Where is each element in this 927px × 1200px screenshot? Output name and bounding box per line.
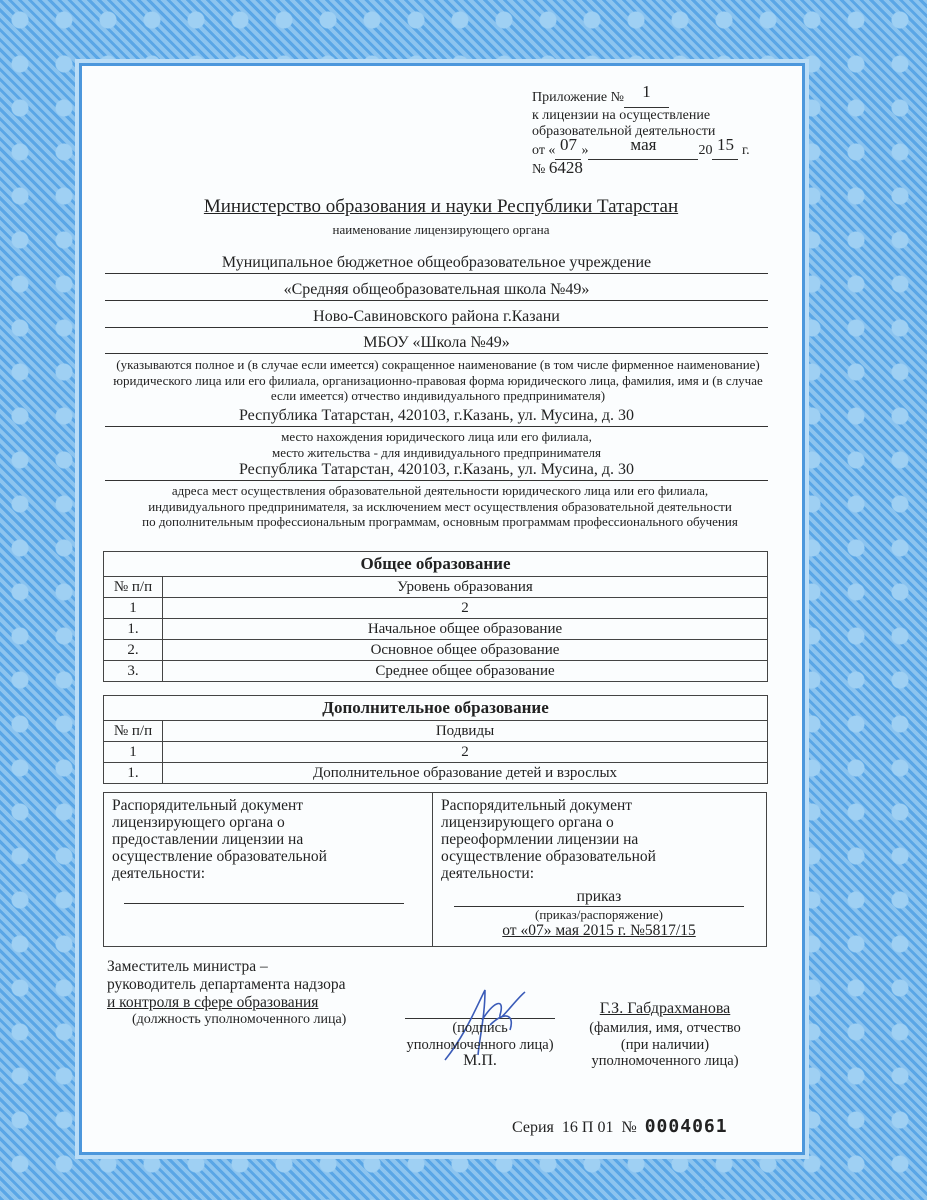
appendix-header: Приложение № 1 к лицензии на осуществление образовательной деятельности от « 07 » мая 20 15 г. № 6428 xyxy=(532,88,772,179)
cell: 1. xyxy=(104,619,163,640)
serial-no-label: № xyxy=(621,1119,637,1136)
cell: Начальное общее образование xyxy=(163,619,768,640)
general-education-table xyxy=(103,551,768,682)
cell: Среднее общее образование xyxy=(163,661,768,682)
date-month: мая xyxy=(630,134,657,154)
cell: 1 xyxy=(104,598,163,619)
grant-document-text: Распорядительный документ лицензирующего органа о предоставлении лицензии на осуществление образовательной деятельности: xyxy=(112,797,327,882)
document-reference: от «07» мая 2015 г. №5817/15 xyxy=(502,922,696,939)
signatory-name: Г.З. Габдрахманова xyxy=(599,1000,731,1017)
name-caption-line: (при наличии) xyxy=(620,1036,710,1053)
location-address: Республика Татарстан, 420103, г.Казань, ул. Мусина, д. 30 xyxy=(105,406,768,427)
table-row xyxy=(104,598,768,619)
position-line: руководитель департамента надзора xyxy=(107,976,346,993)
column-header: № п/п xyxy=(104,721,163,742)
column-header: № п/п xyxy=(104,577,163,598)
date-year: 15 xyxy=(716,134,734,154)
authority-name xyxy=(105,196,777,218)
name-caption xyxy=(575,1020,755,1070)
table-row xyxy=(104,619,768,640)
position-line: и контроля в сфере образования xyxy=(107,994,319,1011)
cell: Дополнительное образование детей и взрослых xyxy=(163,763,768,784)
table-header-row xyxy=(104,721,768,742)
table-header-row xyxy=(104,577,768,598)
org-name-line2: «Средняя общеобразовательная школа №49» xyxy=(105,280,768,301)
date-day: 07 xyxy=(559,134,577,154)
table-row xyxy=(104,742,768,763)
signature-caption-line: уполномоченного лица) xyxy=(406,1036,554,1053)
document-type: приказ xyxy=(454,888,744,907)
cell: 2. xyxy=(104,640,163,661)
activity-address: Республика Татарстан, 420103, г.Казань, ул. Мусина, д. 30 xyxy=(105,460,768,481)
form-serial xyxy=(512,1116,728,1137)
cell: 2 xyxy=(163,598,768,619)
org-name-line1: Муниципальное бюджетное общеобразовательное учреждение xyxy=(105,253,768,274)
seal-label: М.П. xyxy=(463,1052,497,1069)
location-caption1: место нахождения юридического лица или его филиала, xyxy=(281,429,592,444)
position-caption: (должность уполномоченного лица) xyxy=(132,1012,347,1027)
org-name-line3: Ново-Савиновского района г.Казани xyxy=(105,307,768,328)
activity-caption: адреса мест осуществления образовательной деятельности юридического лица или его филиала, индивидуального предпринимателя, за исключением мест осуществления образовательной деятельности по дополнительным профессиональным программам, основным программам профессионального обучения xyxy=(142,483,738,529)
additional-education-table xyxy=(103,695,768,784)
table-title: Общее образование xyxy=(104,552,768,577)
org-caption: (указываются полное и (в случае если имеется) сокращенное наименование (в том числе фирменное наименование) юридического лица или его филиала, организационно-правовая форма юридического лица, фамилия, имя и (в случае если имеется) отчество индивидуального предпринимателя) xyxy=(113,357,763,403)
appendix-label: Приложение № xyxy=(532,90,624,105)
org-short-name: МБОУ «Школа №49» xyxy=(105,333,768,354)
reissue-document-text: Распорядительный документ лицензирующего органа о переоформлении лицензии на осуществление образовательной деятельности: xyxy=(441,797,656,882)
serial-number: 0004061 xyxy=(644,1116,728,1137)
table-row xyxy=(104,763,768,784)
appendix-line3: образовательной деятельности xyxy=(532,124,716,139)
name-caption-line: уполномоченного лица) xyxy=(591,1053,739,1069)
license-number: 6428 xyxy=(548,158,583,177)
appendix-line2: к лицензии на осуществление xyxy=(532,107,711,123)
appendix-number: 1 xyxy=(642,82,651,101)
administrative-documents-box xyxy=(103,792,767,947)
license-no-label: № xyxy=(532,162,546,177)
table-title: Дополнительное образование xyxy=(104,696,768,721)
document-type-caption: (приказ/распоряжение) xyxy=(535,907,663,922)
cell: 1 xyxy=(104,742,163,763)
serial-series: 16 П 01 xyxy=(561,1119,614,1136)
position-line: Заместитель министра – xyxy=(107,958,268,975)
signature-caption xyxy=(395,1020,565,1070)
column-header: Подвиды xyxy=(163,721,768,742)
year-prefix: 20 xyxy=(698,142,713,158)
authority-name-text: Министерство образования и науки Республики Татарстан xyxy=(203,196,679,217)
authority-caption: наименование лицензирующего органа xyxy=(332,222,550,237)
cell: Основное общее образование xyxy=(163,640,768,661)
cell: 2 xyxy=(163,742,768,763)
grant-document-blank xyxy=(124,903,404,904)
location-caption2: место жительства - для индивидуального предпринимателя xyxy=(271,445,602,460)
table-row xyxy=(104,661,768,682)
year-suffix: г. xyxy=(741,142,750,158)
cell: 3. xyxy=(104,661,163,682)
column-header: Уровень образования xyxy=(163,577,768,598)
table-row xyxy=(104,640,768,661)
signatory-position xyxy=(107,958,346,1028)
cell: 1. xyxy=(104,763,163,784)
serial-label: Серия xyxy=(512,1119,554,1136)
name-caption-line: (фамилия, имя, отчество xyxy=(589,1020,741,1036)
signature-caption-line: (подпись xyxy=(452,1020,508,1036)
date-prefix: от « xyxy=(532,142,556,158)
